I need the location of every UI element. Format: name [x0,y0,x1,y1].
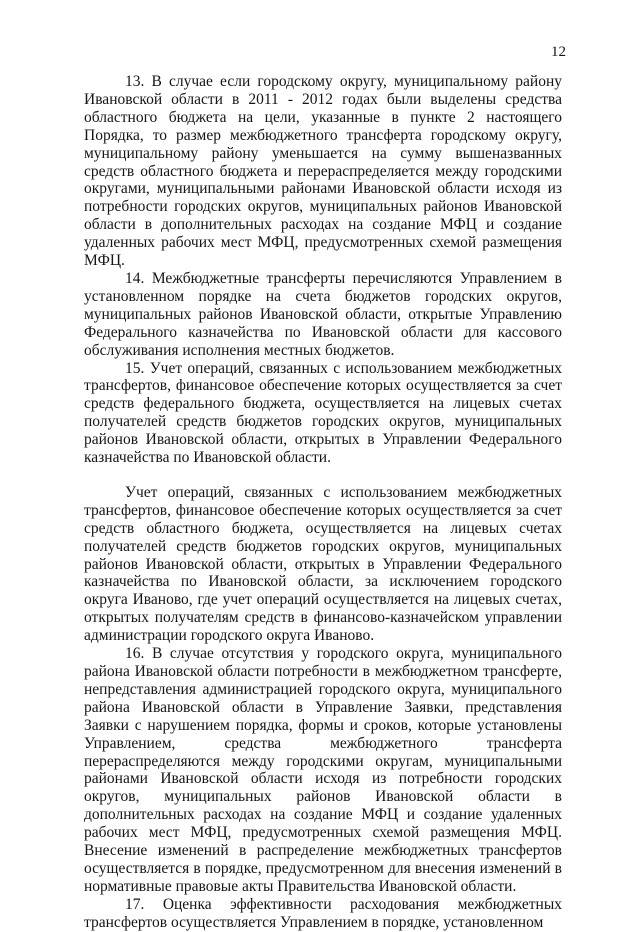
paragraph-13: 13. В случае если городскому округу, муниципальному району Ивановской области в 2011 - 2012 годах были выделены средства областного бюджета на цели, указанные в пункте 2 настоящего Порядка, то размер межбюджетного трансферта городскому округу, муниципальному району уменьшается на сумму вышеназванных средств областного бюджета и перераспределяется между городскими округами, муниципальными районами Ивановской области исходя из потребности городских округов, муниципальных районов Ивановской области в дополнительных расходах на создание МФЦ и создание удаленных рабочих мест МФЦ, предусмотренных схемой размещения МФЦ. [84,73,562,270]
paragraph-14: 14. Межбюджетные трансферты перечисляются Управлением в установленном порядке на счета бюджетов городских округов, муниципальных районов Ивановской области, открытые Управлению Федерального казначейства по Ивановской области для кассового обслуживания исполнения местных бюджетов. [84,269,562,359]
paragraph-16: 16. В случае отсутствия у городского округа, муниципального района Ивановской области потребности в межбюджетном трансферте, непредставления администрацией городского округа, муниципального района Ивановской области в Управление Заявки, представления Заявки с нарушением порядка, формы и сроков, которые установлены Управлением, средства межбюджетного трансферта перераспределяются между городскими округам, муниципальными районами Ивановской области исходя из потребности городских округов, муниципальных районов Ивановской области в дополнительных расходах на создание МФЦ и создание удаленных рабочих мест МФЦ, предусмотренных схемой размещения МФЦ. Внесение изменений в распределение межбюджетных трансфертов осуществляется в порядке, предусмотренном для внесения изменений в нормативные правовые акты Правительства Ивановской области. [84,645,562,895]
page-number: 12 [551,44,566,60]
paragraph-15-continued: Учет операций, связанных с использованием межбюджетных трансфертов, финансовое обеспечение которых осуществляется за счет средств областного бюджета, осуществляется на лицевых счетах получателей средств бюджетов городских округов, муниципальных районов Ивановской области, открытых в Управлении Федерального казначейства по Ивановской области, за исключением городского округа Иваново, где учет операций осуществляется на лицевых счетах, открытых получателям средств в финансово-казначейском управлении администрации городского округа Иваново. [84,483,562,645]
document-body [84,73,562,932]
paragraph-17: 17. Оценка эффективности расходования межбюджетных трансфертов осуществляется Управлением в порядке, установленном [84,895,562,931]
paragraph-15: 15. Учет операций, связанных с использованием межбюджетных трансфертов, финансовое обеспечение которых осуществляется за счет средств федерального бюджета, осуществляется на лицевых счетах получателей средств бюджетов городских округов, муниципальных районов Ивановской области, открытых в Управлении Федерального казначейства по Ивановской области. [84,359,562,467]
